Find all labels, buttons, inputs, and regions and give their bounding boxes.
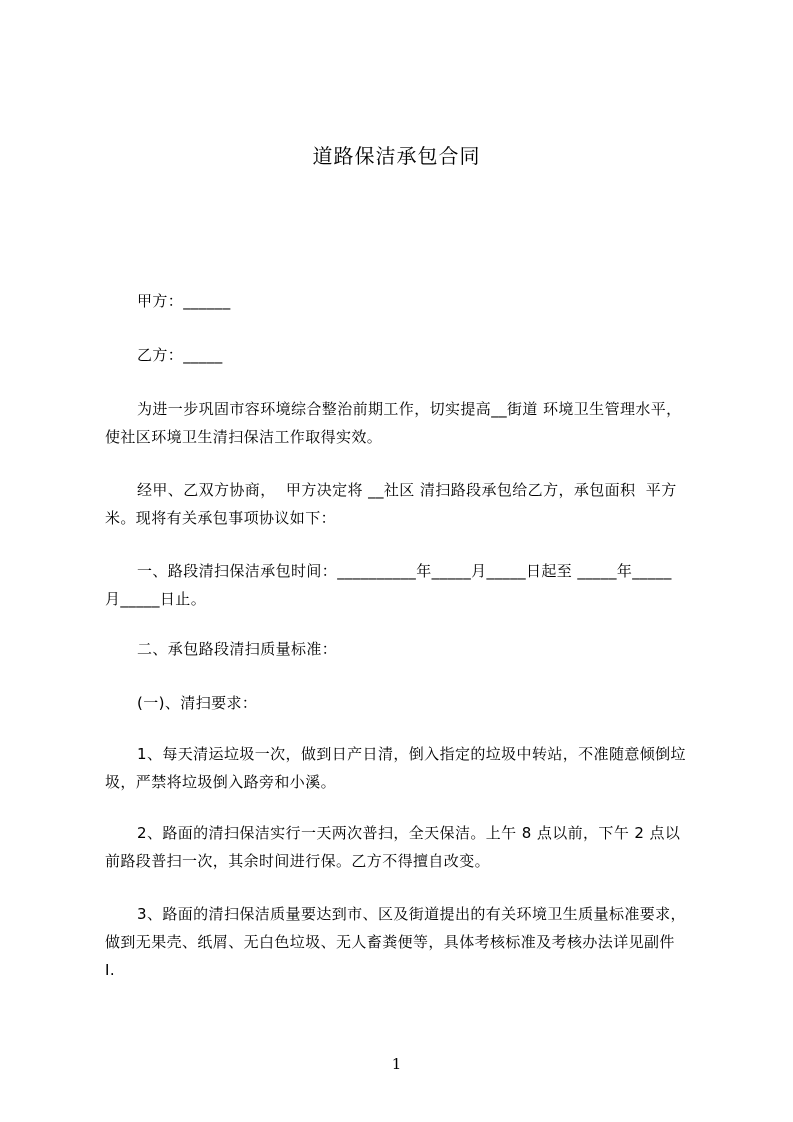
document-title: 道路保洁承包合同 [312, 144, 481, 168]
purpose-line-2: 使社区环境卫生清扫保洁工作取得实效。 [105, 428, 383, 446]
requirement-1-line-1: 1、每天清运垃圾一次，做到日产日清，倒入指定的垃圾中转站，不准随意倾倒垃 [137, 745, 686, 763]
agreement-line-2: 米。现将有关承包事项协议如下： [105, 509, 337, 527]
page-number: 1 [391, 1055, 402, 1073]
agreement-line-1: 经甲、乙双方协商， 甲方决定将 __社区 清扫路段承包给乙方，承包面积 平方 [137, 481, 677, 499]
purpose-paragraph [105, 395, 710, 451]
requirement-item-2 [105, 819, 710, 875]
requirement-3-line-1: 3、路面的清扫保洁质量要达到市、区及街道提出的有关环境卫生质量标准要求， [137, 905, 686, 923]
party-a-line: 甲方：______ [137, 292, 231, 310]
contract-period-paragraph [105, 557, 710, 613]
purpose-line-1: 为进一步巩固市容环境综合整治前期工作，切实提高__街道 环境卫生管理水平， [137, 400, 682, 418]
requirement-2-line-1: 2、路面的清扫保洁实行一天两次普扫，全天保洁。上午 8 点以前，下午 2 点以 [137, 824, 681, 842]
requirement-item-3 [105, 900, 710, 984]
requirement-1-line-2: 圾，严禁将垃圾倒入路旁和小溪。 [105, 773, 337, 791]
subsection-1-heading: (一)、清扫要求： [137, 694, 258, 712]
agreement-paragraph [105, 476, 710, 532]
party-b-line: 乙方：_____ [137, 346, 223, 364]
requirement-item-1 [105, 740, 710, 796]
section-2-heading: 二、承包路段清扫质量标准： [137, 640, 338, 658]
requirement-2-line-2: 前路段普扫一次，其余时间进行保。乙方不得擅自改变。 [105, 852, 491, 870]
contract-period-line-2: 月_____日止。 [105, 590, 207, 608]
contract-period-line-1: 一、路段清扫保洁承包时间：__________年_____月_____日起至 _____年_____ [137, 562, 672, 580]
requirement-3-line-3: I. [105, 961, 115, 979]
requirement-3-line-2: 做到无果壳、纸屑、无白色垃圾、无人畜粪便等，具体考核标准及考核办法详见副件 [105, 933, 675, 951]
